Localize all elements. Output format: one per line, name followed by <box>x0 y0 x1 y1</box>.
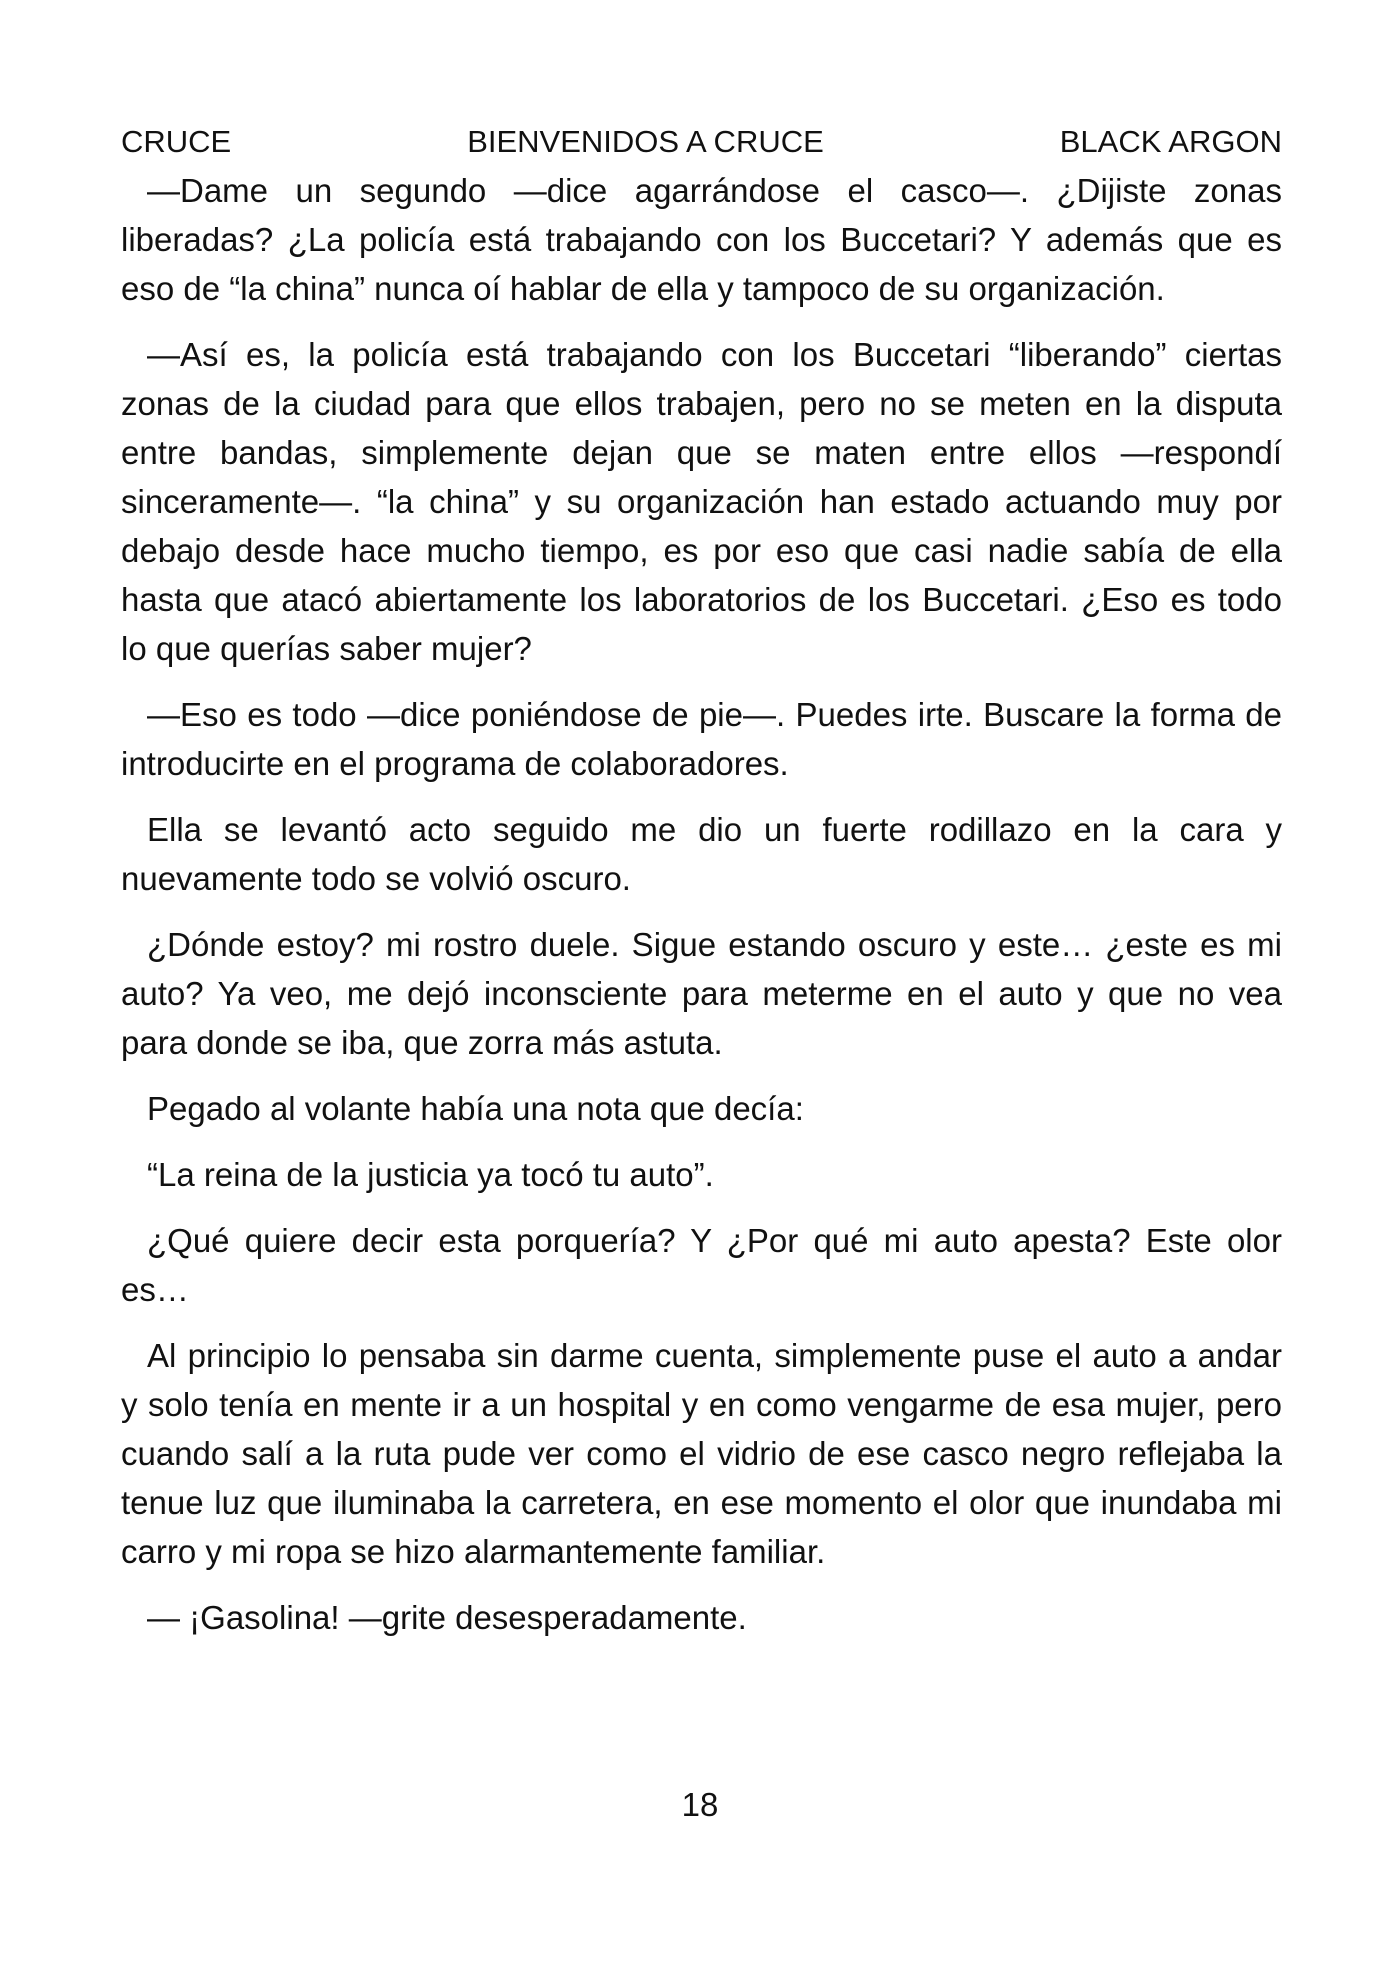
paragraph: Ella se levantó acto seguido me dio un fuerte rodillazo en la cara y nuevamente todo se volvió oscuro. <box>121 811 1282 897</box>
paragraph: — ¡Gasolina! —grite desesperadamente. <box>147 1599 747 1636</box>
running-header <box>121 118 1282 166</box>
paragraph: Al principio lo pensaba sin darme cuenta, simplemente puse el auto a andar y solo tenía en mente ir a un hospital y en como vengarme de esa mujer, pero cuando salí a la ruta pude ver como el vidrio de ese casco negro reflejaba la tenue luz que iluminaba la carretera, en ese momento el olor que inundaba mi carro y mi ropa se hizo alarmantemente familiar. <box>121 1337 1282 1570</box>
header-chapter-title: BIENVENIDOS A CRUCE <box>467 124 824 159</box>
page-number: 18 <box>681 1786 719 1823</box>
paragraph: —Eso es todo —dice poniéndose de pie—. Puedes irte. Buscare la forma de introducirte en el programa de colaboradores. <box>121 696 1282 782</box>
paragraph: —Así es, la policía está trabajando con los Buccetari “liberando” ciertas zonas de la ciudad para que ellos trabajen, pero no se meten en la disputa entre bandas, simplemente dejan que se maten entre ellos —respondí sinceramente—. “la china” y su organización han estado actuando muy por debajo desde hace mucho tiempo, es por eso que casi nadie sabía de ella hasta que atacó abiertamente los laboratorios de los Buccetari. ¿Eso es todo lo que querías saber mujer? <box>121 336 1282 667</box>
paragraph: “La reina de la justicia ya tocó tu auto”. <box>147 1156 714 1193</box>
body-text <box>121 166 1282 1642</box>
header-left-title: CRUCE <box>121 124 232 159</box>
paragraph: ¿Qué quiere decir esta porquería? Y ¿Por qué mi auto apesta? Este olor es… <box>121 1222 1282 1308</box>
paragraph: —Dame un segundo —dice agarrándose el casco—. ¿Dijiste zonas liberadas? ¿La policía está trabajando con los Buccetari? Y además que es eso de “la china” nunca oí hablar de ella y tampoco de su organización. <box>121 172 1282 307</box>
paragraph: ¿Dónde estoy? mi rostro duele. Sigue estando oscuro y este… ¿este es mi auto? Ya veo, me dejó inconsciente para meterme en el auto y que no vea para donde se iba, que zorra más astuta. <box>121 926 1282 1061</box>
book-page <box>121 118 1282 1659</box>
header-author: BLACK ARGON <box>1059 124 1282 159</box>
paragraph: Pegado al volante había una nota que decía: <box>147 1090 804 1127</box>
